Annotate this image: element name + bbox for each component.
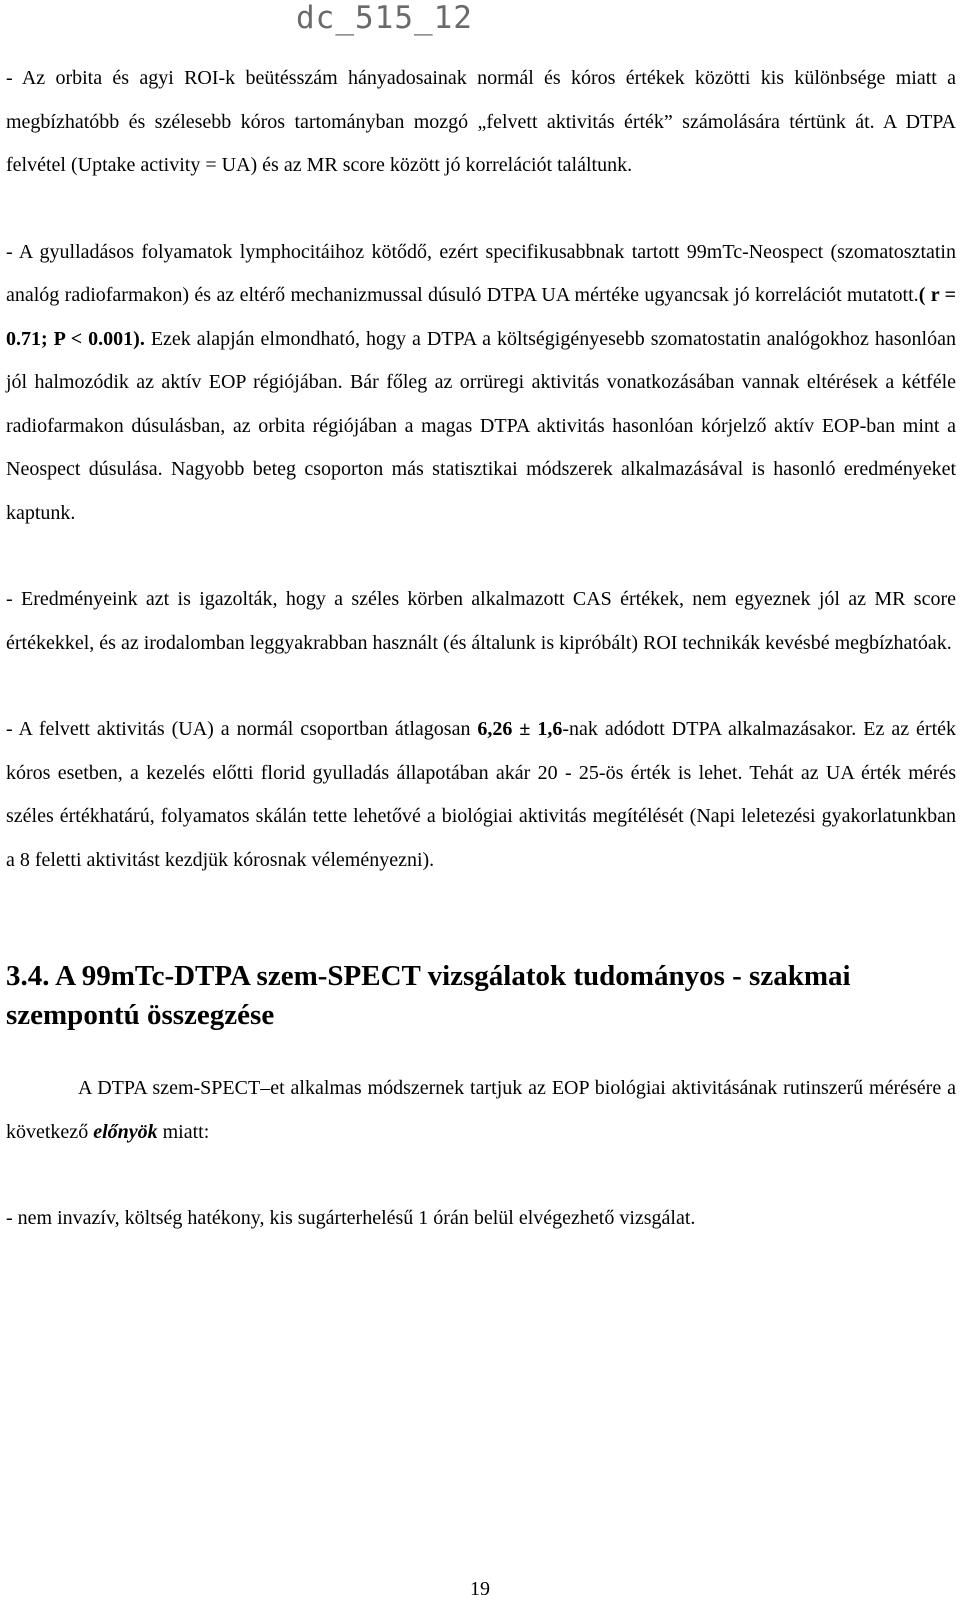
paragraph-uptake-activity: [6, 708, 956, 882]
uptake-mean-value: 6,26 ± 1,6: [477, 718, 563, 740]
advantages-emphasis: előnyök: [93, 1120, 158, 1143]
document-id-watermark: dc_515_12: [296, 0, 473, 36]
section-heading: 3.4. A 99mTc-DTPA szem-SPECT vizsgálatok tudományos - szakmai szempontú összegzése: [6, 960, 851, 1031]
paragraph-roi-ratio: - Az orbita és agyi ROI-k beütésszám hányadosainak normál és kóros értékek közötti kis különbsége miatt a megbízhatóbb és szélesebb kóros tartományban mozgó „felvett aktivitás érték” számolására tértünk át. A DTPA felvétel (Uptake activity = UA) és az MR score között jó korrelációt találtunk.: [6, 67, 956, 176]
paragraph-uptake-text: - A felvett aktivitás (UA) a normál csoportban átlagosan: [6, 718, 478, 740]
paragraph-uptake-continuation: -nak adódott DTPA alkalmazásakor. Ez az érték kóros esetben, a kezelés előtti florid gyulladás állapotában akár 20 - 25-ös érték is lehet. Tehát az UA érték mérés széles értékhatárú, folyamatos skálán tette lehetővé a biológiai aktivitás megítélését (Napi leletezési gyakorlatunkban a 8 feletti aktivitást kezdjük kórosnak véleményezni).: [6, 718, 957, 871]
correlation-statistic: ( r = 0.71; P < 0.001).: [6, 284, 956, 350]
section-intro-text: A DTPA szem-SPECT–et alkalmas módszernek tartjuk az EOP biológiai aktivitásának rutinszerű mérésére a következő: [6, 1077, 956, 1143]
page-number: 19: [470, 1578, 490, 1600]
page-body: [6, 57, 956, 1241]
paragraph-neospect-text: - A gyulladásos folyamatok lymphocitáihoz kötődő, ezért specifikusabbnak tartott 99mTc-Neospect (szomatosztatin analóg radiofarmakon) és az eltérő mechanizmussal dúsuló DTPA UA mértéke ugyancsak jó korrelációt mutatott.: [6, 240, 956, 306]
section-intro-end: miatt:: [157, 1120, 210, 1143]
paragraph-neospect-continuation: Ezek alapján elmondható, hogy a DTPA a költségigényesebb szomatostatin analógokhoz hasonlóan jól halmozódik az aktív EOP régiójában. Bár főleg az orrüregi aktivitás vonatkozásában vannak eltérések a kétféle radiofarmakon dúsulásban, az orbita régiójában a magas DTPA aktivitás hasonlóan kórjelző aktív EOP-ban mint a Neospect dúsulása. Nagyobb beteg csoporton más statisztikai módszerek alkalmazásával is hasonló eredményeket kaptunk.: [6, 327, 956, 524]
section-intro-paragraph: [6, 1067, 956, 1154]
paragraph-neospect-correlation: [6, 231, 956, 536]
paragraph-cas-mr-score: - Eredményeink azt is igazolták, hogy a széles körben alkalmazott CAS értékek, nem egyeznek jól az MR score értékekkel, és az irodalomban leggyakrabban használt (és általunk is kipróbált) ROI technikák kevésbé megbízhatóak.: [6, 588, 956, 654]
advantage-list-item: - nem invazív, költség hatékony, kis sugárterhelésű 1 órán belül elvégezhető vizsgálat.: [6, 1207, 696, 1229]
